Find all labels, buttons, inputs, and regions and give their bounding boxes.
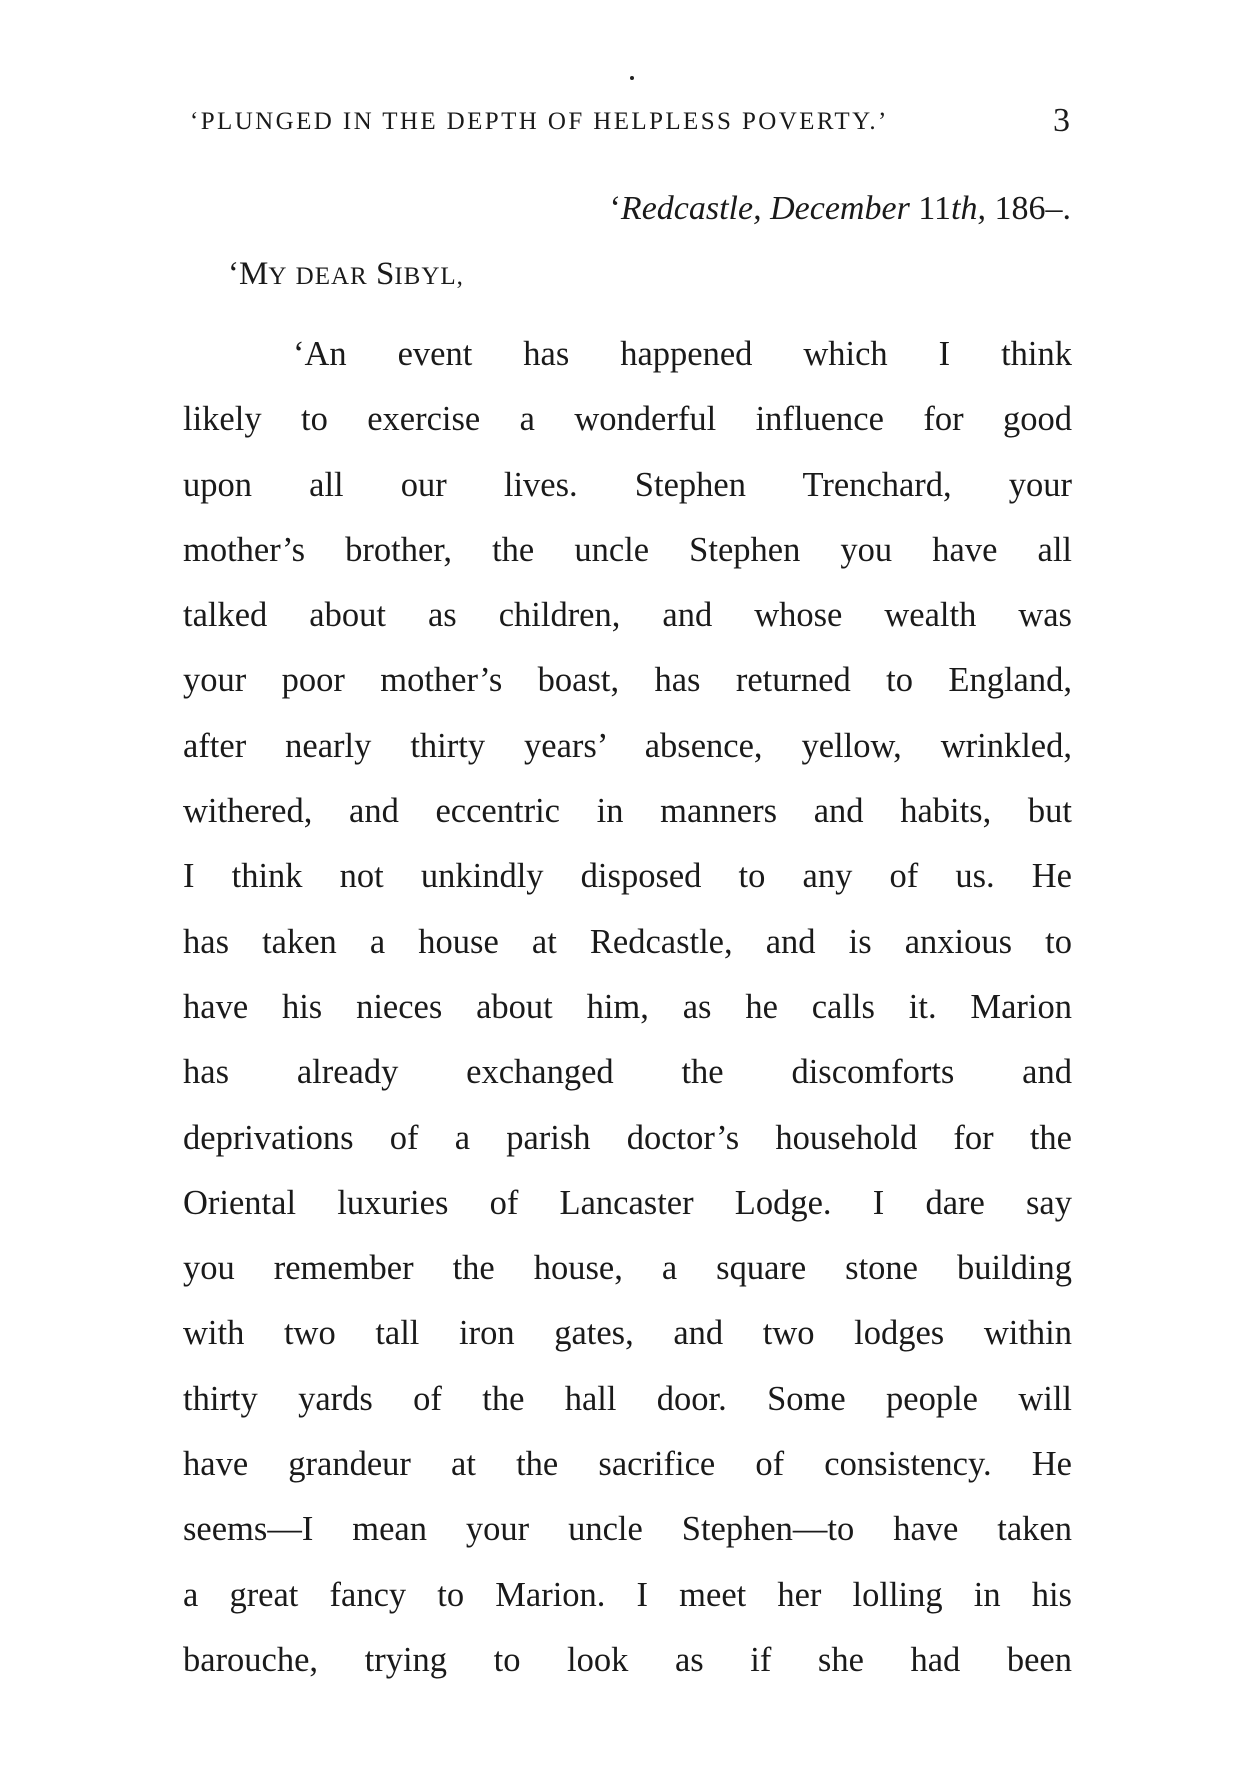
- letter-body: [183, 322, 1072, 1693]
- text-line: have his nieces about him, as he calls it. Marion: [183, 987, 1072, 1026]
- text-line: you remember the house, a square stone building: [183, 1249, 1072, 1288]
- dateline-year: 186–.: [994, 190, 1071, 227]
- text-line: have grandeur at the sacrifice of consistency. He: [183, 1445, 1072, 1484]
- dateline-day-suffix: th,: [951, 190, 986, 227]
- ink-speck: [630, 76, 634, 80]
- text-line: has already exchanged the discomforts and: [183, 1053, 1072, 1092]
- text-line: upon all our lives. Stephen Trenchard, your: [183, 465, 1072, 504]
- text-line: seems—I mean your uncle Stephen—to have taken: [183, 1510, 1072, 1549]
- text-line: mother’s brother, the uncle Stephen you have all: [183, 530, 1072, 569]
- salutation-ibyl: IBYL,: [394, 263, 464, 290]
- text-line: after nearly thirty years’ absence, yellow, wrinkled,: [183, 726, 1072, 765]
- text-line: withered, and eccentric in manners and habits, but: [183, 792, 1072, 831]
- text-line: barouche, trying to look as if she had been: [183, 1640, 1072, 1679]
- running-head: [190, 102, 1070, 142]
- text-line: thirty yards of the hall door. Some people will: [183, 1379, 1072, 1418]
- text-line: Oriental luxuries of Lancaster Lodge. I dare say: [183, 1183, 1072, 1222]
- salutation-m: M: [239, 256, 269, 292]
- letter-salutation: [228, 256, 464, 293]
- text-line: a great fancy to Marion. I meet her lolling in his: [183, 1575, 1072, 1614]
- text-line: has taken a house at Redcastle, and is anxious to: [183, 922, 1072, 961]
- dateline-month: December: [770, 190, 910, 227]
- text-line: ‘An event has happened which I think: [293, 335, 1072, 373]
- running-title: ‘PLUNGED IN THE DEPTH OF HELPLESS POVERTY.’: [190, 108, 889, 135]
- text-line: your poor mother’s boast, has returned to England,: [183, 661, 1072, 700]
- dateline-quote: ‘: [609, 190, 621, 227]
- salutation-quote: ‘: [228, 256, 239, 292]
- text-line: deprivations of a parish doctor’s household for the: [183, 1118, 1072, 1157]
- salutation-dear: DEAR: [295, 263, 368, 290]
- text-line: I think not unkindly disposed to any of us. He: [183, 857, 1072, 896]
- text-line: with two tall iron gates, and two lodges within: [183, 1314, 1072, 1353]
- text-line: talked about as children, and whose wealth was: [183, 596, 1072, 635]
- dateline-day: 11: [918, 190, 952, 227]
- page-number: 3: [1053, 102, 1070, 139]
- letter-dateline: [610, 190, 1071, 228]
- text-line: likely to exercise a wonderful influence for good: [183, 400, 1072, 439]
- dateline-place: Redcastle,: [620, 190, 762, 227]
- salutation-y: Y: [268, 263, 288, 290]
- salutation-s: S: [375, 256, 395, 292]
